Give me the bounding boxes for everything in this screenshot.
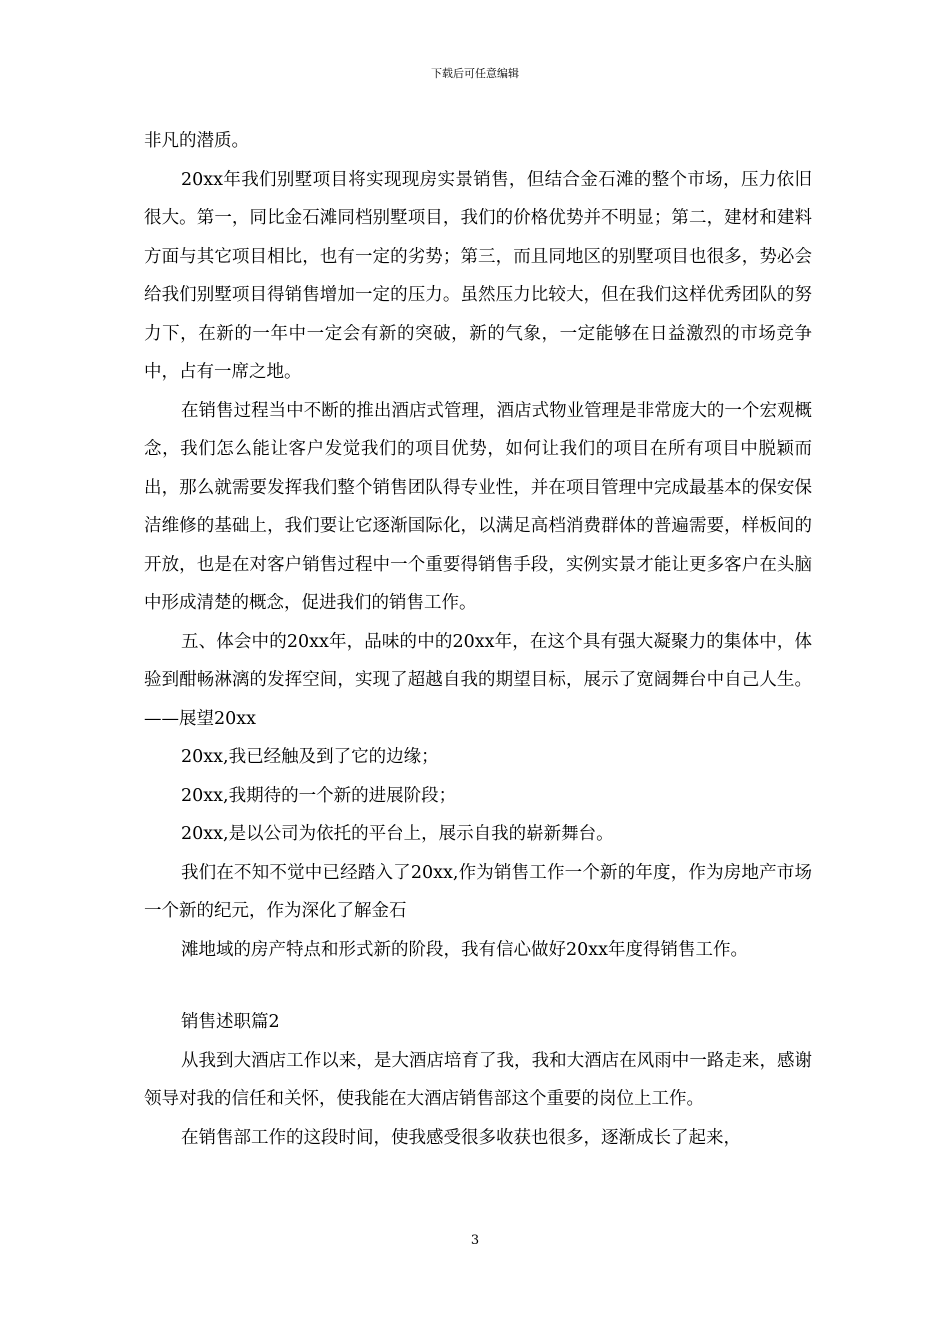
paragraph-sales-dept: 在销售部工作的这段时间，使我感受很多收获也很多，逐渐成长了起来， [181, 1127, 741, 1148]
paragraph-section-five: 五、体会中的20xx年，品味的中的20xx年，在这个具有强大凝聚力的集体中，体验到酣畅淋漓的发挥空间，实现了超越自我的期望目标，展示了宽阔舞台中自己人生。——展望20xx [144, 631, 812, 729]
page-number: 3 [470, 1233, 480, 1248]
paragraph-new-year: 我们在不知不觉中已经踏入了20xx,作为销售工作一个新的年度，作为房地产市场一个新的纪元，作为深化了解金石 [144, 862, 812, 921]
paragraph-hotel-management: 在销售过程当中不断的推出酒店式管理，酒店式物业管理是非常庞大的一个宏观概念，我们怎么能让客户发觉我们的项目优势，如何让我们的项目在所有项目中脱颖而出，那么就需要发挥我们整个销售团队得专业性，并在项目管理中完成最基本的保安保洁维修的基础上，我们要让它逐渐国际化，以满足高档消费群体的普遍需要，样板间的开放，也是在对客户销售过程中一个重要得销售手段，实例实景才能让更多客户在头脑中形成清楚的概念，促进我们的销售工作。 [144, 400, 812, 613]
paragraph-confidence: 滩地域的房产特点和形式新的阶段，我有信心做好20xx年度得销售工作。 [181, 939, 749, 960]
paragraph-villa-sales: 20xx年我们别墅项目将实现现房实景销售，但结合金石滩的整个市场，压力依旧很大。第一，同比金石滩同档别墅项目，我们的价格优势并不明显；第二，建材和建料方面与其它项目相比，也有一定的劣势；第三，而且同地区的别墅项目也很多，势必会给我们别墅项目得销售增加一定的压力。虽然压力比较大，但在我们这样优秀团队的努力下，在新的一年中一定会有新的突破，新的气象，一定能够在日益激烈的市场竞争中，占有一席之地。 [144, 169, 812, 382]
outlook-line-2: 20xx,我期待的一个新的进展阶段； [181, 785, 457, 806]
document-body [144, 122, 812, 1157]
outlook-line-3: 20xx,是以公司为依托的平台上，展示自我的崭新舞台。 [181, 824, 614, 844]
paragraph-continuation: 非凡的潜质。 [144, 131, 249, 151]
section-gap [144, 969, 812, 1003]
page-header: 下载后可任意编辑 [431, 67, 519, 80]
outlook-line-1: 20xx,我已经触及到了它的边缘； [181, 747, 439, 767]
section-title: 销售述职篇2 [181, 1012, 280, 1032]
paragraph-hotel-intro: 从我到大酒店工作以来，是大酒店培育了我，我和大酒店在风雨中一路走来，感谢领导对我的信任和关怀，使我能在大酒店销售部这个重要的岗位上工作。 [144, 1050, 812, 1109]
